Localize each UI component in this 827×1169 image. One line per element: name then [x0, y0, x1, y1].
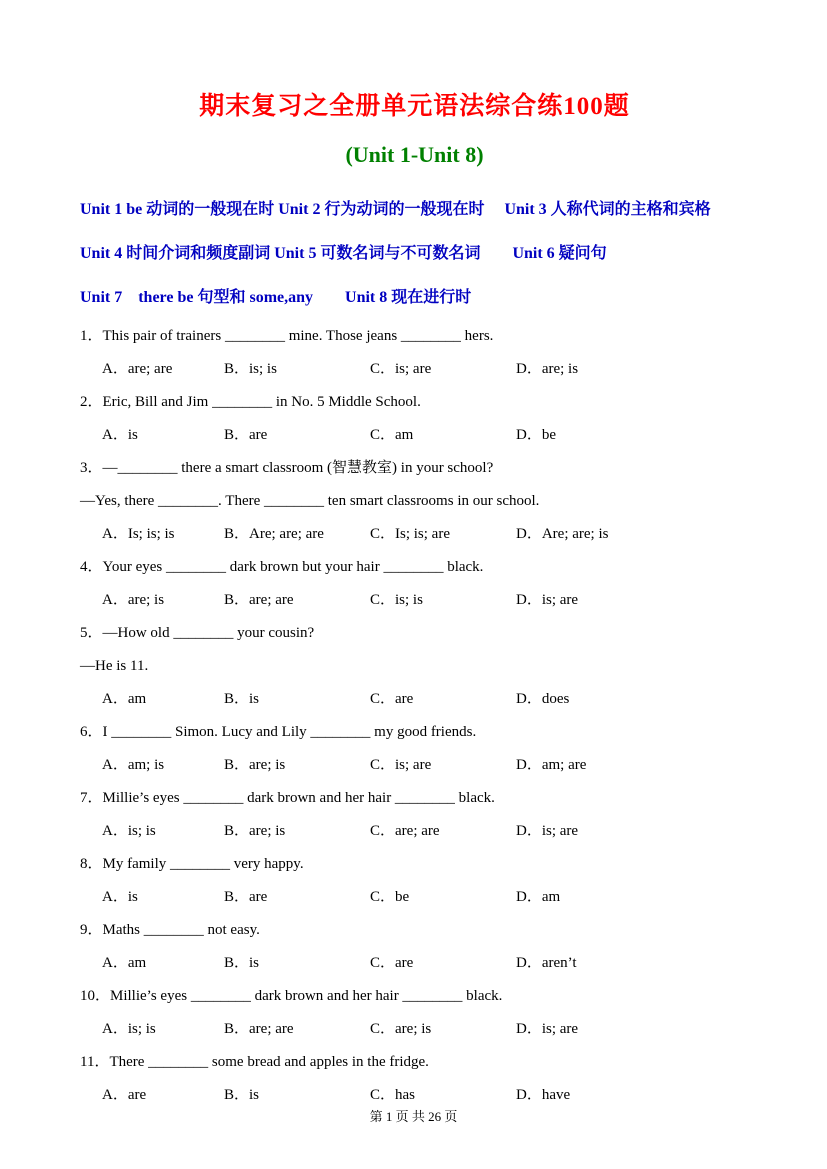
- option-d: D．aren’t: [516, 955, 577, 971]
- unit-header-line: Unit 1 be 动词的一般现在时 Unit 2 行为动词的一般现在时 Unit 3 人称代词的主格和宾格: [80, 201, 711, 218]
- question-item: [80, 617, 749, 716]
- option-b: B．Are; are; are: [224, 526, 324, 542]
- option-c: C．are: [370, 955, 414, 971]
- option-d: D．is; are: [516, 1021, 579, 1037]
- option-c: C．is; are: [370, 757, 432, 773]
- option-d: D．does: [516, 691, 570, 707]
- question-item: [80, 848, 749, 914]
- option-a: A．is; is: [102, 1021, 156, 1037]
- question-item: [80, 914, 749, 980]
- option-b: B．are; are: [224, 1021, 294, 1037]
- question-item: [80, 386, 749, 452]
- question-item: [80, 980, 749, 1046]
- option-a: A．are; are: [102, 361, 173, 377]
- question-text: 1．This pair of trainers ________ mine. Those jeans ________ hers.: [80, 328, 494, 344]
- option-c: C．is; are: [370, 361, 432, 377]
- document-subtitle: (Unit 1-Unit 8): [345, 142, 484, 167]
- question-lines: [80, 1046, 749, 1079]
- options-row: [80, 683, 749, 716]
- question-item: [80, 782, 749, 848]
- question-text: 5．—How old ________ your cousin?: [80, 625, 315, 641]
- option-a: A．Is; is; is: [102, 526, 175, 542]
- question-text: 7．Millie’s eyes ________ dark brown and her hair ________ black.: [80, 790, 495, 806]
- question-lines: [80, 551, 749, 584]
- option-c: C．am: [370, 427, 414, 443]
- option-b: B．are; is: [224, 823, 286, 839]
- option-a: A．is; is: [102, 823, 156, 839]
- option-c: C．are; is: [370, 1021, 432, 1037]
- unit-header-list: [80, 188, 749, 320]
- question-text: 8．My family ________ very happy.: [80, 856, 304, 872]
- document-title: 期末复习之全册单元语法综合练100题: [199, 93, 630, 120]
- option-c: C．has: [370, 1087, 416, 1103]
- question-text: —Yes, there ________. There ________ ten smart classrooms in our school.: [80, 493, 540, 509]
- unit-header-line: Unit 7 there be 句型和 some,any Unit 8 现在进行时: [80, 289, 472, 306]
- option-b: B．are: [224, 427, 268, 443]
- option-b: B．are: [224, 889, 268, 905]
- options-row: [80, 419, 749, 452]
- question-lines: [80, 320, 749, 353]
- options-row: [80, 881, 749, 914]
- unit-header-line: Unit 4 时间介词和频度副词 Unit 5 可数名词与不可数名词 Unit 6 疑问句: [80, 245, 607, 262]
- options-row: [80, 518, 749, 551]
- question-text: 3．—________ there a smart classroom (智慧教室) in your school?: [80, 460, 494, 476]
- question-text: 10．Millie’s eyes ________ dark brown and her hair ________ black.: [80, 988, 503, 1004]
- option-c: C．are: [370, 691, 414, 707]
- option-a: A．am; is: [102, 757, 165, 773]
- option-b: B．is; is: [224, 361, 277, 377]
- option-b: B．are; is: [224, 757, 286, 773]
- option-d: D．is; are: [516, 592, 579, 608]
- question-item: [80, 551, 749, 617]
- option-c: C．is; is: [370, 592, 423, 608]
- option-d: D．have: [516, 1087, 571, 1103]
- question-text: 2．Eric, Bill and Jim ________ in No. 5 Middle School.: [80, 394, 421, 410]
- option-d: D．is; are: [516, 823, 579, 839]
- option-c: C．be: [370, 889, 410, 905]
- question-lines: [80, 980, 749, 1013]
- question-lines: [80, 848, 749, 881]
- question-text: 9．Maths ________ not easy.: [80, 922, 260, 938]
- option-a: A．is: [102, 889, 138, 905]
- question-lines: [80, 386, 749, 419]
- page-number-footer: 第 1 页 共 26 页: [369, 1109, 458, 1124]
- question-item: [80, 716, 749, 782]
- question-lines: [80, 617, 749, 683]
- option-b: B．is: [224, 691, 260, 707]
- option-d: D．Are; are; is: [516, 526, 609, 542]
- options-row: [80, 815, 749, 848]
- option-d: D．am; are: [516, 757, 587, 773]
- option-a: A．are: [102, 1087, 147, 1103]
- question-item: [80, 452, 749, 551]
- question-lines: [80, 914, 749, 947]
- options-row: [80, 947, 749, 980]
- question-item: [80, 1046, 749, 1112]
- question-lines: [80, 452, 749, 518]
- option-a: A．is: [102, 427, 138, 443]
- option-d: D．am: [516, 889, 561, 905]
- question-text: —He is 11.: [80, 658, 149, 674]
- options-row: [80, 749, 749, 782]
- option-b: B．is: [224, 1087, 260, 1103]
- question-text: 4．Your eyes ________ dark brown but your hair ________ black.: [80, 559, 484, 575]
- question-text: 6．I ________ Simon. Lucy and Lily ________ my good friends.: [80, 724, 477, 740]
- option-a: A．am: [102, 955, 147, 971]
- options-row: [80, 1013, 749, 1046]
- option-c: C．are; are: [370, 823, 440, 839]
- question-lines: [80, 782, 749, 815]
- question-lines: [80, 716, 749, 749]
- option-b: B．are; are: [224, 592, 294, 608]
- option-d: D．are; is: [516, 361, 579, 377]
- option-d: D．be: [516, 427, 556, 443]
- option-c: C．Is; is; are: [370, 526, 450, 542]
- options-row: [80, 584, 749, 617]
- question-text: 11．There ________ some bread and apples in the fridge.: [80, 1054, 429, 1070]
- option-a: A．am: [102, 691, 147, 707]
- question-list: [80, 320, 749, 1112]
- option-a: A．are; is: [102, 592, 165, 608]
- options-row: [80, 353, 749, 386]
- option-b: B．is: [224, 955, 260, 971]
- question-item: [80, 320, 749, 386]
